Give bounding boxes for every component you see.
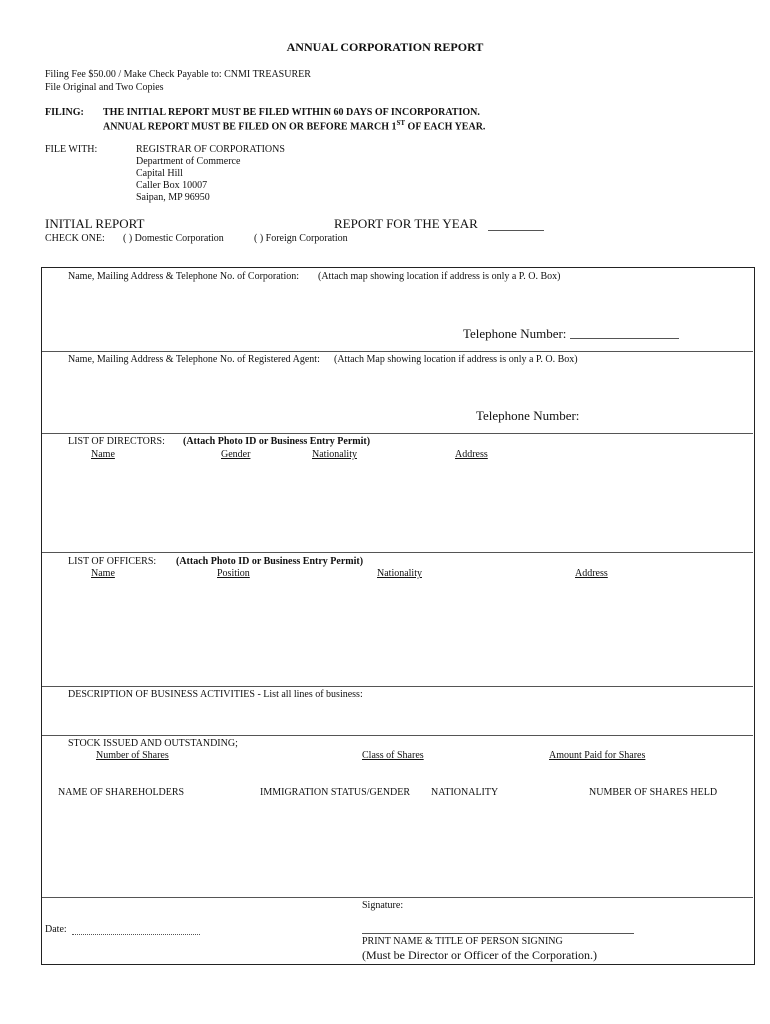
filing-label: FILING: xyxy=(45,107,84,118)
divider-5 xyxy=(42,735,753,736)
signature-label: Signature: xyxy=(362,900,404,911)
stock-col-amount: Amount Paid for Shares xyxy=(549,750,646,761)
copies-line: File Original and Two Copies xyxy=(45,82,164,93)
initial-report-label[interactable]: INITIAL REPORT xyxy=(45,216,145,231)
officers-note: (Attach Photo ID or Business Entry Permit) xyxy=(176,556,364,567)
report-year-label: REPORT FOR THE YEAR xyxy=(334,216,478,231)
stock-col-class: Class of Shares xyxy=(362,750,424,761)
agent-telephone-label: Telephone Number: xyxy=(476,408,580,423)
stock-label: STOCK ISSUED AND OUTSTANDING; xyxy=(68,738,238,749)
directors-col-nationality: Nationality xyxy=(312,449,357,460)
filing-fee-line: Filing Fee $50.00 / Make Check Payable to: CNMI TREASURER xyxy=(45,69,311,80)
corporation-telephone-blank[interactable] xyxy=(570,338,679,339)
file-with-address-4: Caller Box 10007 xyxy=(136,180,208,191)
filing-line-2: ANNUAL REPORT MUST BE FILED ON OR BEFORE MARCH 1ST OF EACH YEAR. xyxy=(103,119,486,133)
form-title: ANNUAL CORPORATION REPORT xyxy=(286,40,484,54)
directors-note: (Attach Photo ID or Business Entry Permit) xyxy=(183,436,371,447)
date-blank[interactable] xyxy=(72,934,200,935)
divider-6 xyxy=(42,897,753,898)
directors-col-gender: Gender xyxy=(221,449,251,460)
file-with-label: FILE WITH: xyxy=(45,144,98,155)
foreign-corporation-checkbox[interactable]: ( ) Foreign Corporation xyxy=(254,233,348,244)
shareholders-col-nationality: NATIONALITY xyxy=(431,787,499,798)
date-label: Date: xyxy=(45,924,67,935)
stock-col-number: Number of Shares xyxy=(96,750,169,761)
officers-col-name: Name xyxy=(91,568,115,579)
signature-blank[interactable] xyxy=(362,933,634,934)
filing-line-1: THE INITIAL REPORT MUST BE FILED WITHIN 60 DAYS OF INCORPORATION. xyxy=(103,107,480,118)
corporation-telephone-label: Telephone Number: xyxy=(463,326,567,341)
shareholders-col-shares: NUMBER OF SHARES HELD xyxy=(589,787,718,798)
file-with-address-5: Saipan, MP 96950 xyxy=(136,192,210,203)
directors-col-name: Name xyxy=(91,449,115,460)
print-name-label: PRINT NAME & TITLE OF PERSON SIGNING xyxy=(362,936,563,947)
business-description-label: DESCRIPTION OF BUSINESS ACTIVITIES - List all lines of business: xyxy=(68,689,363,700)
agent-address-note: (Attach Map showing location if address is only a P. O. Box) xyxy=(334,354,578,365)
director-officer-note: (Must be Director or Officer of the Corporation.) xyxy=(362,948,598,962)
shareholders-col-name: NAME OF SHAREHOLDERS xyxy=(58,787,185,798)
report-year-blank[interactable] xyxy=(488,230,544,231)
divider-1 xyxy=(42,351,753,352)
check-one-label: CHECK ONE: xyxy=(45,233,105,244)
domestic-corporation-checkbox[interactable]: ( ) Domestic Corporation xyxy=(123,233,224,244)
corporation-address-label: Name, Mailing Address & Telephone No. of Corporation: xyxy=(68,271,300,282)
shareholders-col-immigration: IMMIGRATION STATUS/GENDER xyxy=(260,787,411,798)
officers-col-position: Position xyxy=(217,568,250,579)
divider-3 xyxy=(42,552,753,553)
corporation-address-note: (Attach map showing location if address is only a P. O. Box) xyxy=(318,271,561,282)
divider-4 xyxy=(42,686,753,687)
officers-col-nationality: Nationality xyxy=(377,568,422,579)
divider-2 xyxy=(42,433,753,434)
officers-label: LIST OF OFFICERS: xyxy=(68,556,157,567)
directors-label: LIST OF DIRECTORS: xyxy=(68,436,165,447)
agent-address-label: Name, Mailing Address & Telephone No. of Registered Agent: xyxy=(68,354,320,365)
file-with-address-1: REGISTRAR OF CORPORATIONS xyxy=(136,144,285,155)
officers-col-address: Address xyxy=(575,568,608,579)
directors-col-address: Address xyxy=(455,449,488,460)
file-with-address-2: Department of Commerce xyxy=(136,156,241,167)
file-with-address-3: Capital Hill xyxy=(136,168,183,179)
report-form-box xyxy=(41,267,755,965)
